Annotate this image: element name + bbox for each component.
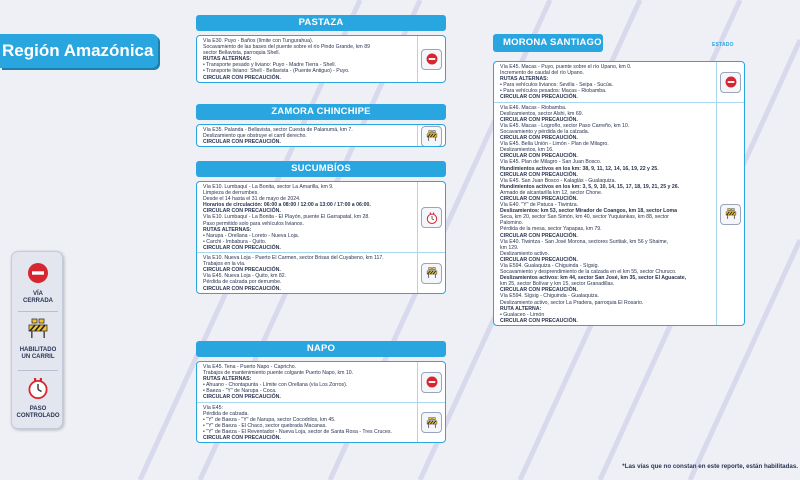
region-title: Región Amazónica [0, 34, 158, 68]
report-line: km 129. [500, 244, 519, 251]
status-column [417, 403, 445, 443]
status-column [716, 62, 744, 102]
report-line: • Carchi - Imbabura - Quito. [203, 238, 267, 245]
controlled-pass-icon [27, 377, 49, 399]
report-line: • "Y" de Baeza - El Chaco, sector quebrada Macanas. [203, 422, 327, 429]
report-line: CIRCULAR CON PRECAUCIÓN. [500, 153, 578, 160]
report-line: CIRCULAR CON PRECAUCIÓN. [203, 208, 281, 215]
report-line: Socavamiento de las bases del puente sobre el río Pindo Grande, km 89 [203, 44, 370, 51]
estado-label-left: ESTADO [415, 22, 437, 28]
report-line: CIRCULAR CON PRECAUCIÓN. [203, 74, 281, 81]
status-column [417, 125, 445, 146]
report-line: Pérdida de calzada. [203, 410, 249, 417]
report-line: Deslizamientos activos: km 44, sector San José, km 35, sector El Aguacate, [500, 275, 687, 282]
section-title-morona: MORONA SANTIAGO [493, 34, 603, 52]
closed-road-icon [720, 72, 741, 93]
report-line: Socavamiento y desprendimiento de la calzada en el km 55, sector Churuco. [500, 269, 677, 276]
report-line: RUTAS ALTERNAS: [203, 226, 252, 233]
report-line: • Transporte liviano: Shell - Bellavista - (Puente Antiguo) - Puyo. [203, 68, 350, 75]
section-title-zamora: ZAMORA CHINCHIPE [196, 104, 446, 120]
road-report-row [197, 362, 445, 402]
report-line: Deslizamientos: km 53, sector Mirador de Coangos, km 18, sector Loma [500, 208, 678, 215]
report-line: CIRCULAR CON PRECAUCIÓN. [500, 171, 578, 178]
report-line: Vía E46. Macas - Riobamba. [500, 104, 567, 111]
estado-label-right: ESTADO [712, 42, 734, 48]
report-line: Deslizamientos, km 16. [500, 147, 554, 154]
report-line: Horarios de circulación: 06:00 a 08:00 / 12:00 a 13:00 / 17:00 a 06:00. [203, 202, 371, 209]
legend-item-closed [12, 262, 64, 305]
report-line: Incremento de caudal del río Upano. [500, 70, 584, 77]
report-line: • Transporte pesado y liviano: Puyo - Madre Tierra - Shell. [203, 62, 337, 69]
one-lane-icon [421, 126, 442, 147]
legend-label-controlled: PASO CONTROLADO [16, 406, 60, 419]
one-lane-icon [27, 318, 49, 340]
controlled-pass-icon [421, 207, 442, 228]
report-line: CIRCULAR CON PRECAUCIÓN. [500, 195, 578, 202]
report-line: CIRCULAR CON PRECAUCIÓN. [500, 287, 578, 294]
report-line: sector Bellavista, parroquia Shell. [203, 50, 280, 57]
report-line: Palomino. [500, 220, 524, 227]
report-line: • Para vehículos pesados: Macas - Riobamba. [500, 88, 607, 95]
report-line: CIRCULAR CON PRECAUCIÓN. [500, 94, 578, 101]
report-line: Vía E45. Nueva Loja - Quito, km 82. [203, 273, 287, 280]
report-line: CIRCULAR CON PRECAUCIÓN. [203, 244, 281, 251]
report-line: Pérdida de la mesa, sector Yapapas, km 79. [500, 226, 602, 233]
legend-item-one-lane [12, 318, 64, 361]
road-report-row [494, 102, 744, 325]
report-line: RUTAS ALTERNAS: [203, 56, 252, 63]
status-legend [11, 251, 63, 429]
report-line: Pérdida de calzada por derrumbe. [203, 279, 282, 286]
report-line: Deslizamiento que obstruye el carril derecho. [203, 133, 307, 140]
report-line: Vía E40. Tiwintza - San José Morona, sectores Suritiak, km 56 y Shaime, [500, 238, 669, 245]
report-line: Vía E45. San Juan Bosco - Kalaglás - Gualaquiza. [500, 177, 616, 184]
report-line: Vía E10. Nueva Loja - Puerto El Carmen, sector Brisas del Cuyabeno, km 117. [203, 255, 384, 262]
report-line: Deslizamiento activo. [500, 250, 550, 257]
section-napo [196, 341, 446, 443]
report-line: Vía E45. Macas - Puyo, puente sobre el río Upano, km 0. [500, 64, 632, 70]
report-line: CIRCULAR CON PRECAUCIÓN. [203, 285, 281, 292]
report-line: Vía E10. Lumbaquí - La Bonita - El Playón, puente El Garrapatal, km 28. [203, 214, 370, 221]
report-line: Vía E35. Palanda - Bellavista, sector Cuesta de Palanumá, km 7. [203, 127, 353, 133]
one-lane-icon [421, 412, 442, 433]
section-morona [493, 34, 745, 326]
section-sucumbios [196, 161, 446, 294]
report-line: CIRCULAR CON PRECAUCIÓN. [203, 435, 281, 442]
report-line: km 25, sector Bolívar y km 15, sector Granadillas. [500, 281, 615, 288]
legend-label-one-lane: HABILITADO UN CARRIL [19, 347, 57, 360]
report-line: RUTAS ALTERNAS: [203, 376, 252, 383]
report-line: Hundimientos activos en los km: 3, 5, 9, 10, 14, 15, 17, 18, 19, 21, 25 y 26. [500, 183, 680, 190]
footnote: *Las vías que no constan en este reporte, están habilitadas. [622, 463, 798, 470]
section-title-sucumbios: SUCUMBÍOS [196, 161, 446, 177]
road-report-row [494, 62, 744, 102]
legend-item-controlled [12, 377, 64, 420]
status-column [417, 253, 445, 293]
one-lane-icon [720, 204, 741, 225]
sucumbios-box [196, 181, 446, 294]
report-line: • "Y" de Baeza - El Reventador - Nueva Loja, sector de Santa Rosa - Tres Cruces. [203, 428, 392, 435]
report-line: Limpieza de derrumbes. [203, 190, 259, 197]
report-line: CIRCULAR CON PRECAUCIÓN. [500, 256, 578, 263]
report-line: CIRCULAR CON PRECAUCIÓN. [203, 139, 281, 146]
pastaza-box [196, 35, 446, 83]
report-line: • Baeza - "Y" de Narupa - Coca. [203, 388, 277, 395]
morona-box [493, 61, 745, 326]
report-line: Deslizamientos, sector Alshi, km 69. [500, 110, 584, 117]
road-report-row [197, 125, 445, 146]
report-line: Vía E45. Plan de Milagro - San Juan Bosco. [500, 159, 602, 166]
report-line: Vía E45. Tena - Puerto Napo - Capricho. [203, 364, 297, 370]
report-line: Vía E40. "Y" de Patuca - Tiwintza. [500, 202, 579, 209]
status-column [417, 36, 445, 82]
closed-road-icon [421, 49, 442, 70]
report-line: • Ahuano - Chontapunta - Límite con Orellana (vía Los Zorros). [203, 382, 348, 389]
napo-box [196, 361, 446, 443]
report-line: Vía E594. Gualaquiza - Chiguinda - Sígsig. [500, 263, 599, 269]
report-line: • Gualaceo - Limón [500, 311, 545, 318]
report-line: Vía E30. Puyo - Baños (límite con Tungurahua). [203, 38, 314, 44]
legend-label-closed: VÍA CERRADA [23, 291, 53, 304]
report-line: • Narupa - Orellana - Loreto - Nueva Loja. [203, 232, 300, 239]
closed-road-icon [421, 372, 442, 393]
report-line: Armado de alcantarilla km 12, sector Chone. [500, 189, 603, 196]
report-line: CIRCULAR CON PRECAUCIÓN. [500, 116, 578, 123]
report-line: RUTAS ALTERNAS: [500, 76, 549, 83]
report-line: Desde el 14 hasta el 31 de mayo de 2024. [203, 196, 301, 203]
road-report-row [197, 36, 445, 82]
status-column [716, 103, 744, 325]
road-report-row [197, 402, 445, 443]
report-line: Trabajos en la vía. [203, 261, 246, 268]
report-line: Vía E594. Sígsig - Chiguinda - Gualaquiza. [500, 293, 599, 300]
report-line: Deslizamiento activo, sector La Pradera, parroquia El Rosario. [500, 299, 644, 306]
report-line: Hundimientos activos en los km: 38, 9, 11, 12, 14, 16, 19, 22 y 25. [500, 165, 659, 172]
report-line: CIRCULAR CON PRECAUCIÓN. [203, 267, 281, 274]
report-line: RUTA ALTERNA: [500, 305, 542, 312]
road-report-row [197, 252, 445, 293]
report-line: • "Y" de Baeza - "Y" de Narupa, sector Cocodrilos, km 45. [203, 416, 336, 423]
report-line: CIRCULAR CON PRECAUCIÓN. [500, 232, 578, 239]
report-line: Trabajos de mantenimiento puente colgante Puerto Napo, km 10. [203, 370, 354, 377]
report-line: Socavamiento y pérdida de la calzada. [500, 128, 590, 135]
one-lane-icon [421, 263, 442, 284]
report-line: Vía E45: [203, 404, 223, 411]
section-title-pastaza: PASTAZA [196, 15, 446, 31]
report-line: Vía E10. Lumbaquí - La Bonita, sector La Amarilla, km 9. [203, 184, 334, 190]
report-line: CIRCULAR CON PRECAUCIÓN. [500, 135, 578, 142]
zamora-box [196, 124, 446, 147]
report-line: Paso permitido solo para vehículos livianos. [203, 220, 304, 227]
report-line: CIRCULAR CON PRECAUCIÓN. [203, 394, 281, 401]
report-line: CIRCULAR CON PRECAUCIÓN. [500, 317, 578, 324]
report-line: Vía E45. Macas - Logroño, sector Paso Carreño, km 10. [500, 122, 630, 129]
report-line: Seca, km 20, sector San Simón, km 40, sector Yuquiankas, km 88, sector [500, 214, 669, 221]
status-column [417, 182, 445, 252]
section-pastaza [196, 15, 446, 83]
status-column [417, 362, 445, 402]
road-report-row [197, 182, 445, 252]
closed-road-icon [27, 262, 49, 284]
section-zamora [196, 104, 446, 147]
report-line: Vía E45. Bella Unión - Limón - Plan de Milagro. [500, 141, 609, 148]
section-title-napo: NAPO [196, 341, 446, 357]
report-line: • Para vehículos livianos: Sevilla - Seipa - Sucúa. [500, 82, 614, 89]
